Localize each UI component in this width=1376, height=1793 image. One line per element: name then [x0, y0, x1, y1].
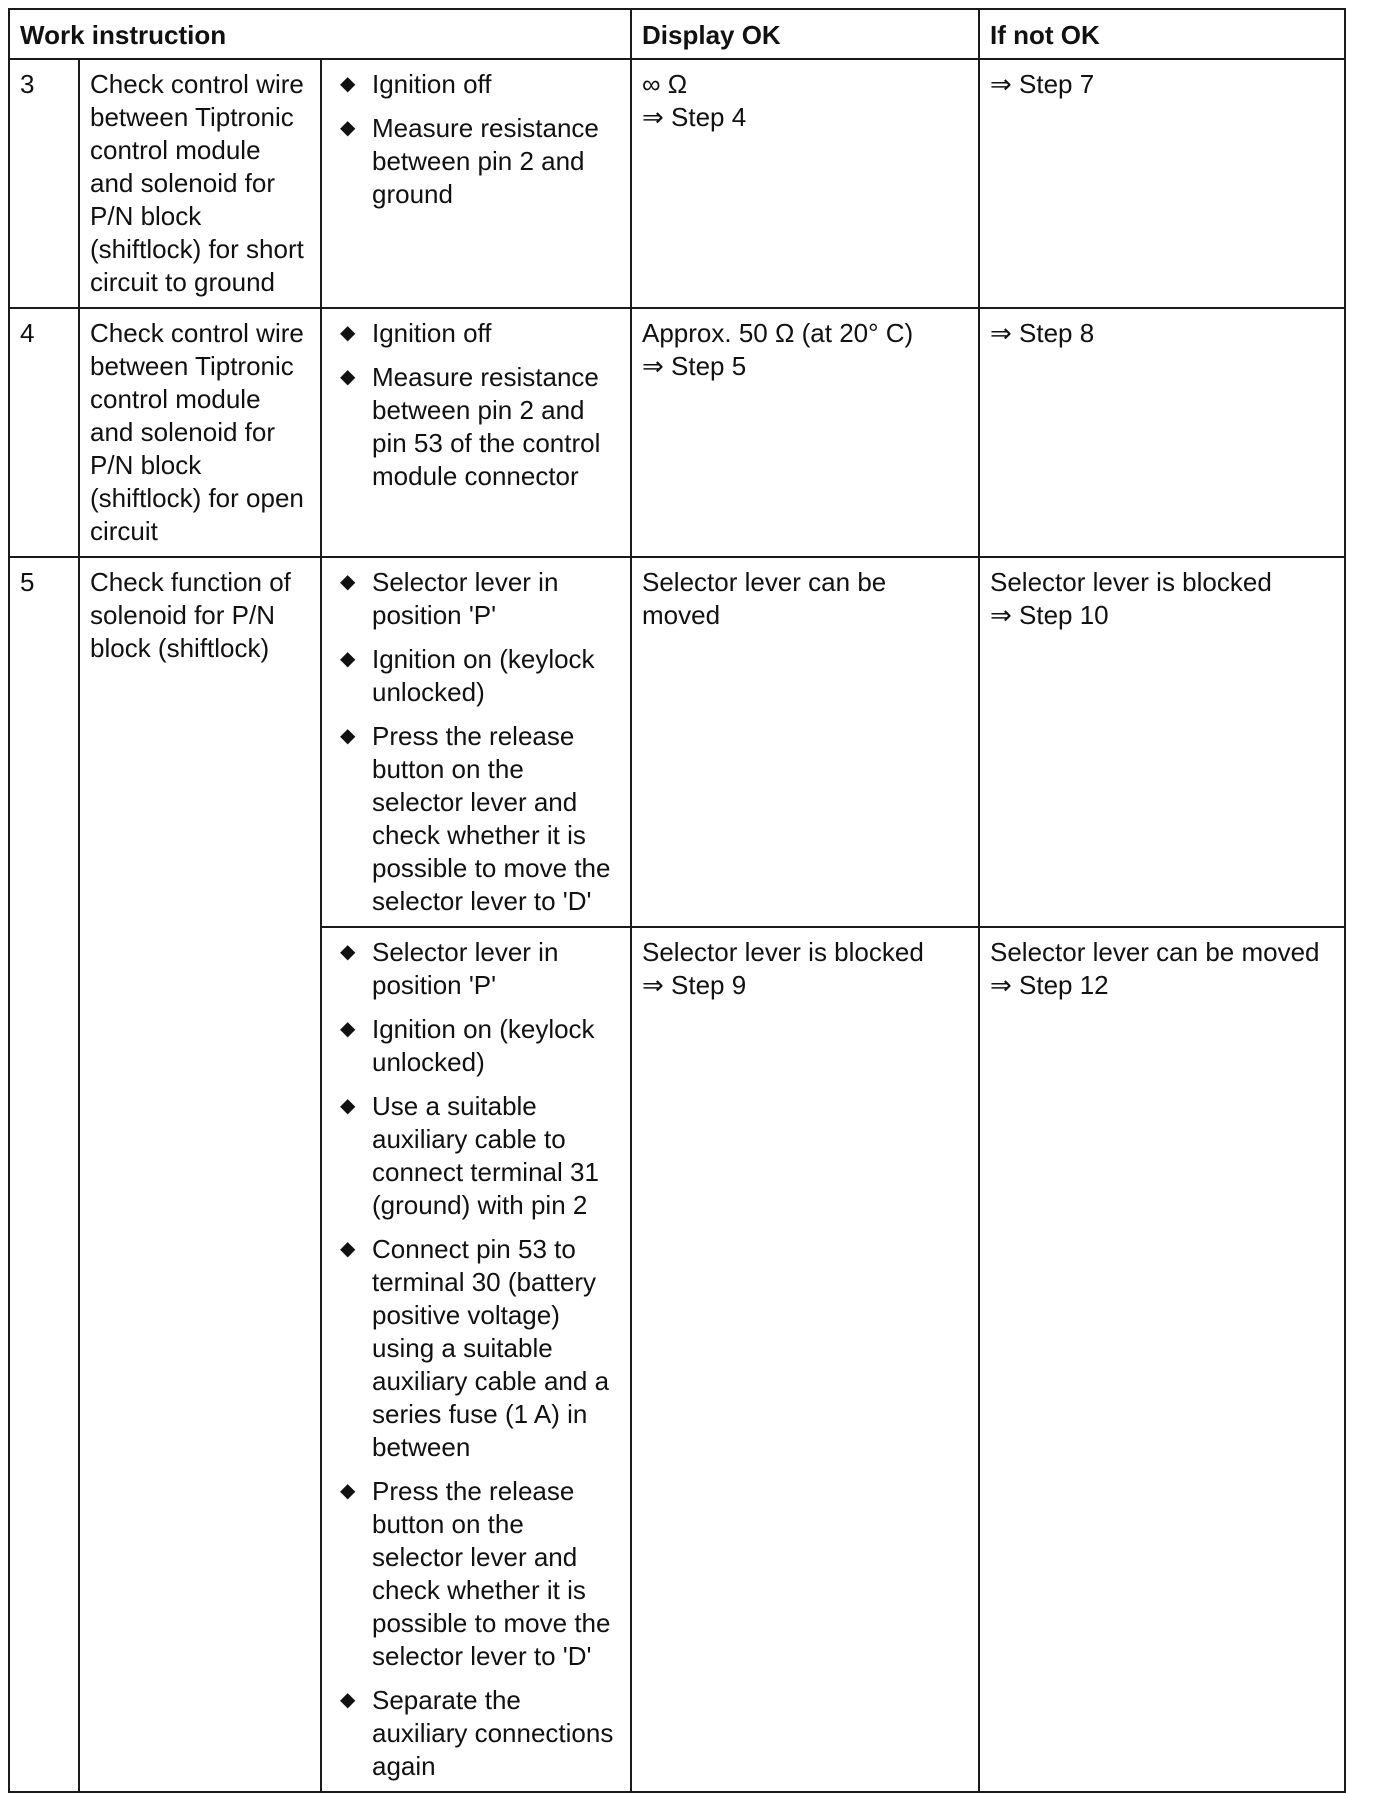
bullet-diamond-icon: ◆ — [340, 1689, 356, 1711]
instruction-item: ◆ Selector lever in position 'P' — [340, 567, 559, 630]
bullet-diamond-icon: ◆ — [340, 941, 356, 963]
instruction-item: ◆ Press the release button on the selector lever and check whether it is possible to move the selector lever to 'D' — [340, 721, 611, 916]
display-ok-next-step: ⇒ Step 9 — [642, 970, 747, 1000]
instruction-cell — [321, 59, 631, 308]
table-row-step-3 — [9, 59, 1345, 308]
if-not-ok-cell — [979, 927, 1345, 1792]
instruction-item: ◆ Press the release button on the selector lever and check whether it is possible to move the selector lever to 'D' — [340, 1476, 611, 1671]
if-not-ok-next-step: ⇒ Step 12 — [990, 970, 1109, 1000]
instruction-item: ◆ Ignition on (keylock unlocked) — [340, 644, 595, 707]
table-header-row — [9, 9, 1345, 59]
step-description: Check function of solenoid for P/N block (shiftlock) — [79, 557, 321, 1792]
bullet-diamond-icon: ◆ — [340, 725, 356, 747]
display-ok-value: Approx. 50 Ω (at 20° C) — [642, 318, 914, 348]
if-not-ok-cell — [979, 308, 1345, 557]
display-ok-value: Selector lever can be moved — [642, 567, 887, 630]
instruction-item: ◆ Ignition off — [340, 69, 492, 99]
if-not-ok-next-step: ⇒ Step 8 — [990, 318, 1095, 348]
step-number: 5 — [9, 557, 79, 1792]
header-display-ok: Display OK — [631, 9, 979, 59]
table-row-step-5a — [9, 557, 1345, 927]
display-ok-next-step: ⇒ Step 4 — [642, 102, 747, 132]
display-ok-cell — [631, 927, 979, 1792]
if-not-ok-value: Selector lever is blocked — [990, 567, 1272, 597]
display-ok-cell — [631, 59, 979, 308]
display-ok-next-step: ⇒ Step 5 — [642, 351, 747, 381]
instruction-item: ◆ Use a suitable auxiliary cable to connect terminal 31 (ground) with pin 2 — [340, 1091, 599, 1220]
instruction-item: ◆ Measure resistance between pin 2 and pin 53 of the control module connector — [340, 362, 601, 491]
bullet-diamond-icon: ◆ — [340, 366, 356, 388]
bullet-diamond-icon: ◆ — [340, 1238, 356, 1260]
display-ok-cell — [631, 557, 979, 927]
instruction-cell — [321, 308, 631, 557]
step-number: 3 — [9, 59, 79, 308]
step-description: Check control wire between Tiptronic control module and solenoid for P/N block (shiftlock) for open circuit — [79, 308, 321, 557]
instruction-item: ◆ Measure resistance between pin 2 and ground — [340, 113, 599, 209]
bullet-diamond-icon: ◆ — [340, 73, 356, 95]
instruction-item: ◆ Ignition on (keylock unlocked) — [340, 1014, 595, 1077]
header-work-instruction: Work instruction — [9, 9, 631, 59]
step-number: 4 — [9, 308, 79, 557]
bullet-diamond-icon: ◆ — [340, 117, 356, 139]
display-ok-value: ∞ Ω — [642, 69, 688, 99]
if-not-ok-value: Selector lever can be moved — [990, 937, 1320, 967]
step-description: Check control wire between Tiptronic control module and solenoid for P/N block (shiftlock) for short circuit to ground — [79, 59, 321, 308]
if-not-ok-cell — [979, 557, 1345, 927]
bullet-diamond-icon: ◆ — [340, 322, 356, 344]
if-not-ok-next-step: ⇒ Step 7 — [990, 69, 1095, 99]
bullet-diamond-icon: ◆ — [340, 1018, 356, 1040]
instruction-cell — [321, 927, 631, 1792]
work-instruction-table — [8, 8, 1346, 1793]
instruction-item: ◆ Separate the auxiliary connections again — [340, 1685, 614, 1781]
if-not-ok-cell — [979, 59, 1345, 308]
header-if-not-ok: If not OK — [979, 9, 1345, 59]
display-ok-value: Selector lever is blocked — [642, 937, 924, 967]
if-not-ok-next-step: ⇒ Step 10 — [990, 600, 1109, 630]
bullet-diamond-icon: ◆ — [340, 648, 356, 670]
table-row-step-4 — [9, 308, 1345, 557]
display-ok-cell — [631, 308, 979, 557]
instruction-item: ◆ Ignition off — [340, 318, 492, 348]
instruction-item: ◆ Connect pin 53 to terminal 30 (battery positive voltage) using a suitable auxiliary cable and a series fuse (1 A) in between — [340, 1234, 610, 1462]
bullet-diamond-icon: ◆ — [340, 1095, 356, 1117]
bullet-diamond-icon: ◆ — [340, 571, 356, 593]
bullet-diamond-icon: ◆ — [340, 1480, 356, 1502]
instruction-cell — [321, 557, 631, 927]
instruction-item: ◆ Selector lever in position 'P' — [340, 937, 559, 1000]
